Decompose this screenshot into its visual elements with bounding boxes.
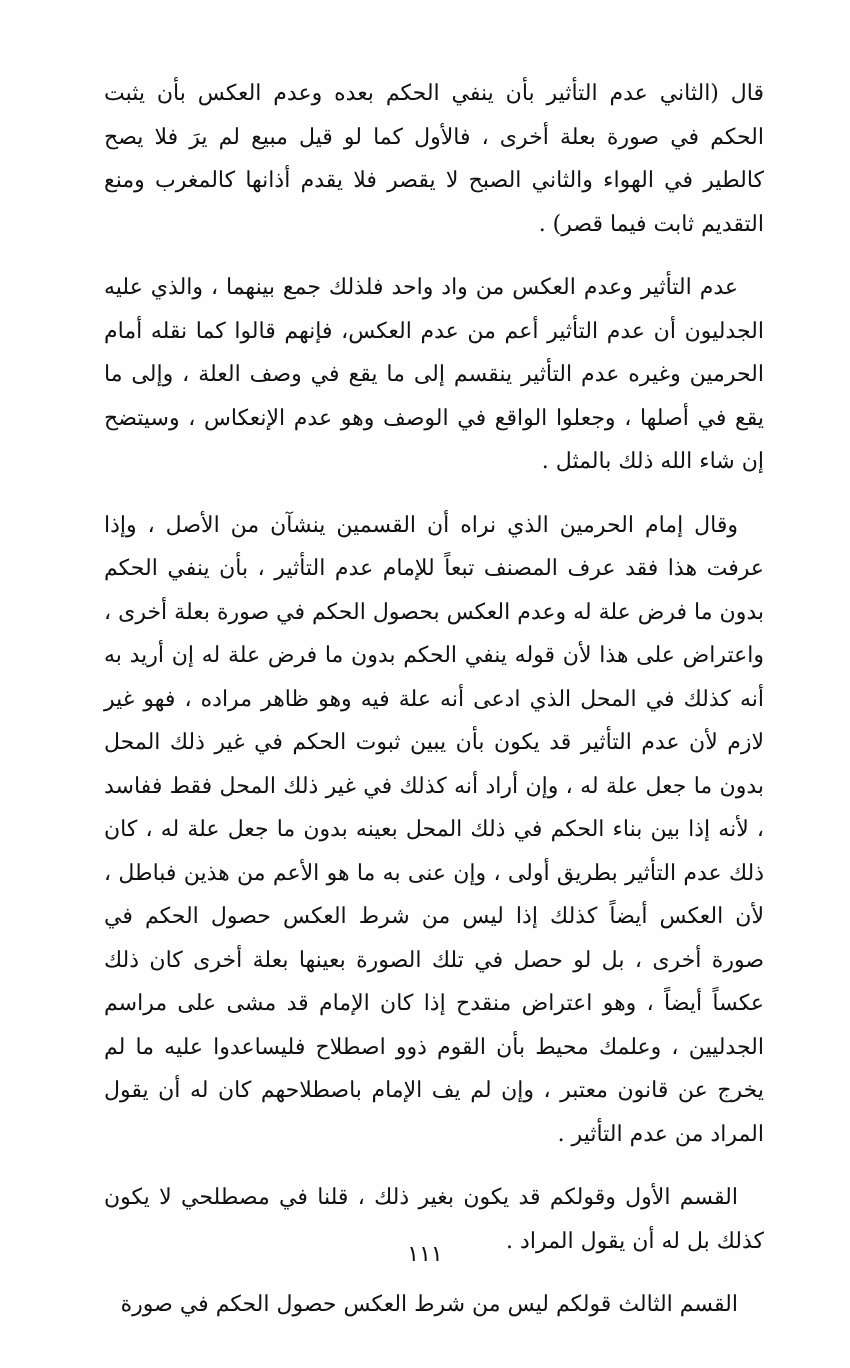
paragraph-commentary: عدم التأثير وعدم العكس من واد واحد فلذلك جمع بينهما ، والذي عليه الجدليون أن عدم التأثير أعم من عدم العكس، فإنهم قالوا كما نقله أمام الحرمين وغيره عدم التأثير ينقسم إلى ما يقع في وصف العلة ، وإلى ما يقع في أصلها ، وجعلوا الواقع في الوصف وهو عدم الإنعكاس ، وسيتضح إن شاء الله ذلك بالمثل .: [104, 275, 764, 474]
body-text: [104, 72, 764, 1327]
paragraph-quote: قال (الثاني عدم التأثير بأن ينفي الحكم بعده وعدم العكس بأن يثبت الحكم في صورة بعلة أخرى ، فالأول كما لو قيل مبيع لم يرَ فلا يصح كالطير في الهواء والثاني الصبح لا يقصر فلا يقدم أذانها كالمغرب ومنع التقديم ثابت فيما قصر) .: [104, 81, 764, 237]
paragraph-first-section: القسم الأول وقولكم قد يكون بغير ذلك ، قلنا في مصطلحي لا يكون كذلك بل له أن يقول المراد .: [104, 1185, 764, 1254]
paragraph-third-section: القسم الثالث قولكم ليس من شرط العكس حصول الحكم في صورة: [120, 1292, 738, 1317]
paragraph-imam-haramayn: وقال إمام الحرمين الذي نراه أن القسمين ينشآن من الأصل ، وإذا عرفت هذا فقد عرف المصنف تبعاً للإمام عدم التأثير ، بأن ينفي الحكم بدون ما فرض علة له وعدم العكس بحصول الحكم في صورة بعلة أخرى ، واعتراض على هذا لأن قوله ينفي الحكم بدون ما فرض علة له إن أريد به أنه كذلك في المحل الذي ادعى أنه علة فيه وهو ظاهر مراده ، فهو غير لازم لأن عدم التأثير قد يكون بأن يبين ثبوت الحكم في غير ذلك المحل بدون ما جعل علة له ، وإن أراد أنه كذلك في غير ذلك المحل فقط ففاسد ، لأنه إذا بين بناء الحكم في ذلك المحل بعينه بدون ما جعل علة له ، كان ذلك عدم التأثير بطريق أولى ، وإن عنى به ما هو الأعم من هذين فباطل ، لأن العكس أيضاً كذلك إذا ليس من شرط العكس حصول الحكم في صورة أخرى ، بل لو حصل في تلك الصورة بعينها بعلة أخرى كان ذلك عكساً أيضاً ، وهو اعتراض منقدح إذا كان الإمام قد مشى على مراسم الجدليين ، وعلمك محيط بأن القوم ذوو اصطلاح فليساعدوا عليه ما لم يخرج عن قانون معتبر ، وإن لم يف الإمام باصطلاحهم كان له أن يقول المراد من عدم التأثير .: [104, 512, 764, 1147]
page-number: ١١١: [407, 1242, 443, 1267]
